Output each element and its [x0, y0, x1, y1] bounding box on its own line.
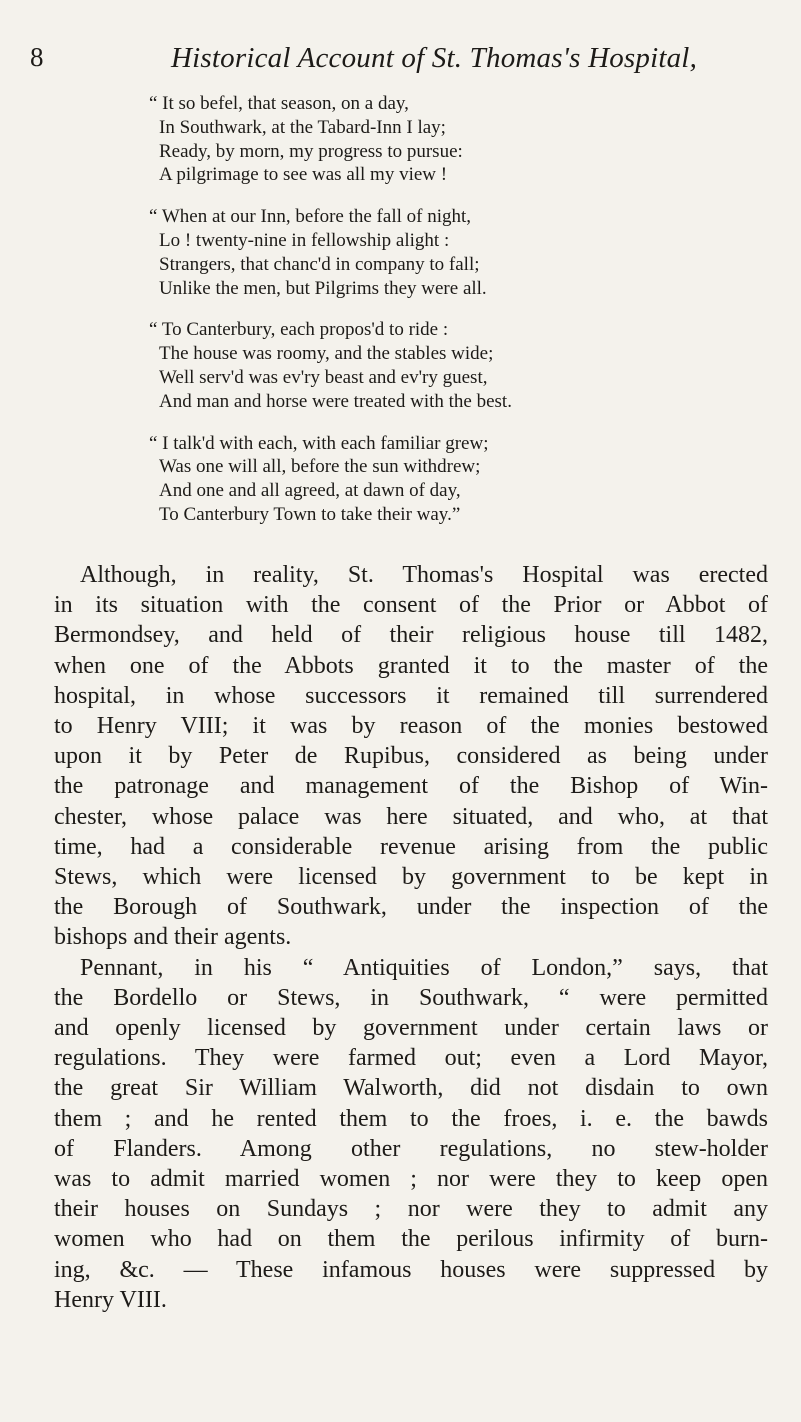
text-line: the Borough of Southwark, under the inspection of the: [54, 894, 768, 921]
verse-line: Strangers, that chanc'd in company to fall;: [159, 253, 480, 275]
verse-quotation: [149, 92, 759, 545]
verse-line: And man and horse were treated with the best.: [159, 390, 512, 412]
stanza: [149, 432, 759, 527]
text-line: Pennant, in his “ Antiquities of London,” says, that: [80, 954, 768, 981]
stanza: [149, 92, 759, 187]
text-line: chester, whose palace was here situated, and who, at that: [54, 803, 768, 830]
verse-line: Lo ! twenty-nine in fellowship alight :: [159, 229, 450, 251]
paragraph: [54, 560, 768, 953]
text-line: Although, in reality, St. Thomas's Hospital was erected: [80, 562, 768, 588]
verse-line: Ready, by morn, my progress to pursue:: [159, 140, 463, 162]
text-line: them ; and he rented them to the froes, i. e. the bawds: [54, 1105, 768, 1132]
text-line: women who had on them the perilous infirmity of burn-: [54, 1226, 768, 1253]
text-line: upon it by Peter de Rupibus, considered as being under: [54, 743, 768, 770]
verse-line: Was one will all, before the sun withdrew;: [159, 456, 481, 478]
text-line: when one of the Abbots granted it to the master of the: [54, 652, 768, 679]
stanza: [149, 318, 759, 413]
text-line: Stews, which were licensed by government to be kept in: [54, 864, 768, 891]
paragraph: [54, 953, 768, 1315]
text-line: Bermondsey, and held of their religious house till 1482,: [54, 622, 768, 649]
text-line: the great Sir William Walworth, did not disdain to own: [54, 1075, 768, 1102]
text-line: the patronage and management of the Bishop of Win-: [54, 773, 768, 800]
verse-line: A pilgrimage to see was all my view !: [159, 164, 448, 186]
running-title: Historical Account of St. Thomas's Hospital,: [171, 42, 698, 74]
verse-line: “ It so befel, that season, on a day,: [149, 93, 409, 114]
text-line: Henry VIII.: [54, 1286, 167, 1313]
text-line: the Bordello or Stews, in Southwark, “ were permitted: [54, 984, 768, 1011]
text-line: of Flanders. Among other regulations, no stew-holder: [54, 1135, 768, 1162]
body-text: [54, 560, 768, 1315]
verse-line: And one and all agreed, at dawn of day,: [159, 480, 461, 502]
verse-line: The house was roomy, and the stables wide;: [159, 343, 494, 365]
page-number: 8: [30, 42, 44, 72]
text-line: regulations. They were farmed out; even a Lord Mayor,: [54, 1045, 768, 1072]
verse-line: Well serv'd was ev'ry beast and ev'ry guest,: [159, 366, 488, 388]
verse-line: To Canterbury Town to take their way.”: [159, 503, 461, 525]
text-line: ing, &c. — These infamous houses were suppressed by: [54, 1256, 768, 1283]
stanza: [149, 205, 759, 300]
text-line: time, had a considerable revenue arising from the public: [54, 833, 768, 860]
text-line: to Henry VIII; it was by reason of the monies bestowed: [54, 713, 768, 740]
verse-line: “ I talk'd with each, with each familiar grew;: [149, 432, 489, 454]
text-line: was to admit married women ; nor were they to keep open: [54, 1166, 768, 1193]
verse-line: In Southwark, at the Tabard-Inn I lay;: [159, 116, 446, 138]
text-line: bishops and their agents.: [54, 924, 292, 951]
text-line: hospital, in whose successors it remained till surrendered: [54, 682, 768, 709]
text-line: and openly licensed by government under certain laws or: [54, 1015, 768, 1042]
text-line: their houses on Sundays ; nor were they to admit any: [54, 1196, 768, 1223]
verse-line: “ To Canterbury, each propos'd to ride :: [149, 319, 449, 341]
verse-line: Unlike the men, but Pilgrims they were all.: [159, 277, 487, 299]
page-header: [30, 42, 771, 86]
text-line: in its situation with the consent of the Prior or Abbot of: [54, 592, 768, 619]
verse-line: “ When at our Inn, before the fall of night,: [149, 206, 472, 228]
